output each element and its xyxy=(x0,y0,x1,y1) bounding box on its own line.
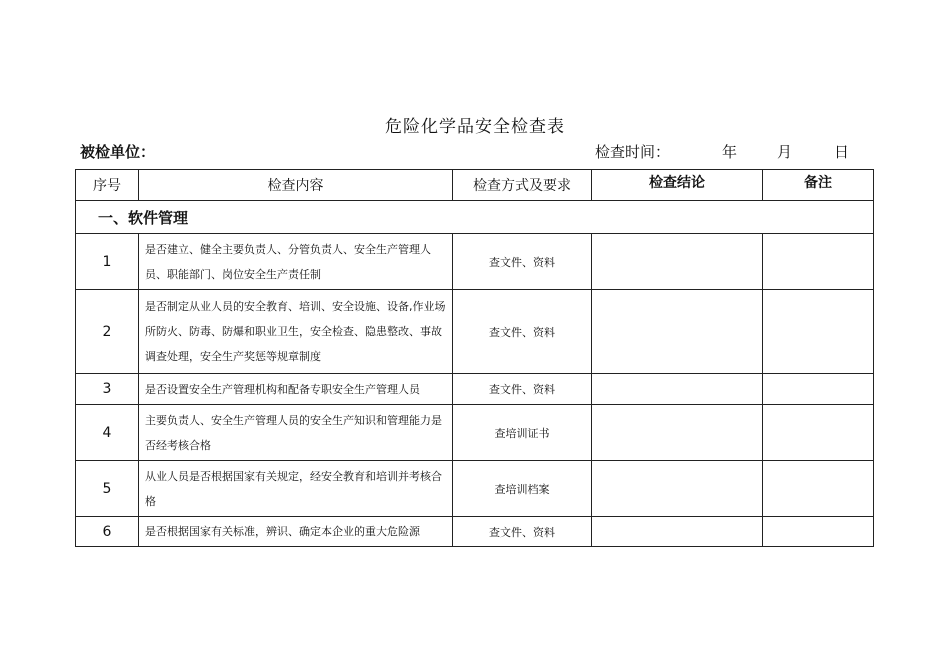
row-method: 查文件、资料 xyxy=(453,290,592,374)
row-note-cell[interactable] xyxy=(763,405,874,461)
row-note-cell[interactable] xyxy=(763,517,874,547)
row-method: 查文件、资料 xyxy=(453,517,592,547)
row-note-cell[interactable] xyxy=(763,234,874,290)
row-number: 5 xyxy=(76,461,139,517)
row-conclusion-cell[interactable] xyxy=(592,405,763,461)
row-number: 1 xyxy=(76,234,139,290)
col-header-conclusion: 检查结论 xyxy=(592,170,763,201)
table-row xyxy=(76,234,874,290)
row-content: 是否制定从业人员的安全教育、培训、安全设施、设备,作业场所防火、防毒、防爆和职业卫生，安全检查、隐患整改、事故调查处理，安全生产奖惩等规章制度 xyxy=(139,290,453,374)
col-header-number: 序号 xyxy=(76,170,139,201)
row-method: 查文件、资料 xyxy=(453,374,592,405)
row-content: 是否设置安全生产管理机构和配备专职安全生产管理人员 xyxy=(139,374,453,405)
row-number: 6 xyxy=(76,517,139,547)
row-content: 主要负责人、安全生产管理人员的安全生产知识和管理能力是否经考核合格 xyxy=(139,405,453,461)
row-note-cell[interactable] xyxy=(763,461,874,517)
row-conclusion-cell[interactable] xyxy=(592,234,763,290)
row-method: 查培训档案 xyxy=(453,461,592,517)
table-row xyxy=(76,374,874,405)
row-number: 2 xyxy=(76,290,139,374)
year-label: 年 xyxy=(722,143,738,161)
table-row xyxy=(76,517,874,547)
row-number: 3 xyxy=(76,374,139,405)
inspection-table xyxy=(75,169,874,547)
row-content: 是否根据国家有关标准，辨识、确定本企业的重大危险源 xyxy=(139,517,453,547)
row-note-cell[interactable] xyxy=(763,290,874,374)
col-header-method: 检查方式及要求 xyxy=(453,170,592,201)
day-label: 日 xyxy=(834,143,850,161)
row-conclusion-cell[interactable] xyxy=(592,461,763,517)
month-label: 月 xyxy=(777,143,793,161)
inspected-unit-label: 被检单位： xyxy=(80,143,156,161)
row-note-cell[interactable] xyxy=(763,374,874,405)
document-title: 危险化学品安全检查表 xyxy=(385,117,565,137)
inspection-time-label: 检查时间： xyxy=(595,143,671,161)
row-method: 查培训证书 xyxy=(453,405,592,461)
col-header-note: 备注 xyxy=(763,170,874,201)
table-row xyxy=(76,290,874,374)
row-conclusion-cell[interactable] xyxy=(592,290,763,374)
row-number: 4 xyxy=(76,405,139,461)
section-row xyxy=(76,201,874,234)
row-conclusion-cell[interactable] xyxy=(592,374,763,405)
row-conclusion-cell[interactable] xyxy=(592,517,763,547)
row-method: 查文件、资料 xyxy=(453,234,592,290)
col-header-content: 检查内容 xyxy=(139,170,453,201)
table-row xyxy=(76,405,874,461)
row-content: 从业人员是否根据国家有关规定，经安全教育和培训并考核合格 xyxy=(139,461,453,517)
table-header-row xyxy=(76,170,874,201)
table-row xyxy=(76,461,874,517)
section-title: 一、软件管理 xyxy=(76,201,874,234)
row-content: 是否建立、健全主要负责人、分管负责人、安全生产管理人员、职能部门、岗位安全生产责任制 xyxy=(139,234,453,290)
